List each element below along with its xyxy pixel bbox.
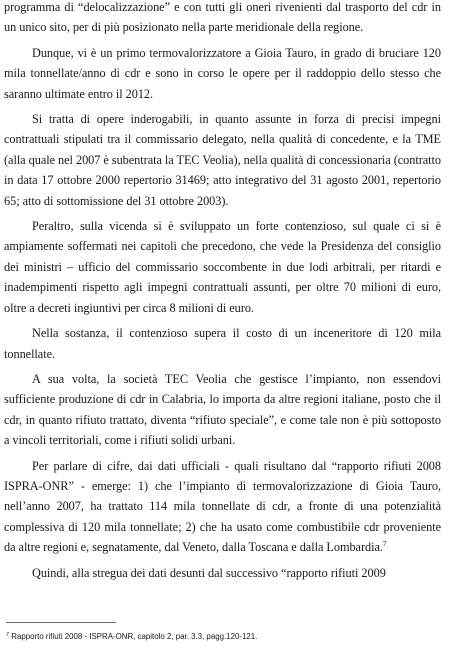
paragraph-opere-inderogabili: Si tratta di opere inderogabili, in quanto assunte in forza di precisi impegni contrattuali stipulati tra il commissario delegato, nella qualità di concedente, e la TME (alla quale nel 2007 è subentrata la TEC Veolia), nella qualità di concessionaria (contratto in data 17 ottobre 2000 repertorio 31469; atto integrativo del 31 agosto 2001, repertorio 65; atto di sottomissione del 31 ottobre 2003). bbox=[4, 112, 441, 208]
paragraph-cifre bbox=[4, 456, 441, 558]
paragraph-tec-veolia: A sua volta, la società TEC Veolia che gestisce l’impianto, non essendovi sufficiente produzione di cdr in Calabria, lo importa da altre regioni italiane, posto che il cdr, in quanto rifiuto trattato, diventa “rifiuto speciale”, e come tale non è più sottoposto a vincoli territoriali, come i rifiuti solidi urbani. bbox=[4, 371, 441, 448]
paragraph-termovalorizzatore: Dunque, vi è un primo termovalorizzatore a Gioia Tauro, in grado di bruciare 120 mila tonnellate/anno di cdr e sono in corso le opere per il raddoppio dello stesso che saranno ultimate entro il 2012. bbox=[4, 45, 441, 101]
paragraph-contenzioso: Peraltro, sulla vicenda si è sviluppato un forte contenzioso, sul quale ci si è ampiamente soffermati nei capitoli che precedono, che vede la Presidenza del consiglio dei ministri – ufficio del commissario soccombente in due lodi arbitrali, per ritardi e inadempimenti rispetto agli impegni contrattuali assunti, per oltre 70 milioni di euro, oltre a decreti ingiuntivi per circa 8 milioni di euro. bbox=[4, 219, 441, 315]
footnote-text: Rapporto rifiuti 2008 - ISPRA-ONR, capitolo 2, par. 3.3, pagg.120-121. bbox=[11, 632, 258, 641]
footnote-reference[interactable]: 7 bbox=[382, 539, 387, 549]
paragraph-continuation: programma di “delocalizzazione” e con tutti gli oneri rivenienti dal trasporto del cdr in un unico sito, per di più posizionato nella parte meridionale della regione. bbox=[4, 0, 441, 35]
paragraph-sostanza: Nella sostanza, il contenzioso supera il costo di un inceneritore di 120 mila tonnellate. bbox=[4, 326, 441, 361]
footnote-divider bbox=[6, 622, 116, 623]
paragraph-quindi: Quindi, alla stregua dei dati desunti dal successivo “rapporto rifiuti 2009 bbox=[32, 565, 386, 580]
document-page bbox=[4, 0, 441, 588]
footnote-number: 7 bbox=[6, 632, 10, 638]
footnote bbox=[6, 632, 257, 641]
paragraph-cifre-text: Per parlare di cifre, dai dati ufficiali - quali risultano dal “rapporto rifiuti 2008 ISPRA-ONR” - emerge: 1) che l’impianto di termovalorizzazione di Gioia Tauro, nell’anno 2007, ha trattato 114 mila tonnellate di cdr, a fronte di una potenzialità complessiva di 120 mila tonnellate; 2) che ha usato come combustibile cdr proveniente da altre regioni e, segnatamente, dal Veneto, dalla Toscana e dalla Lombardia. bbox=[4, 458, 441, 555]
